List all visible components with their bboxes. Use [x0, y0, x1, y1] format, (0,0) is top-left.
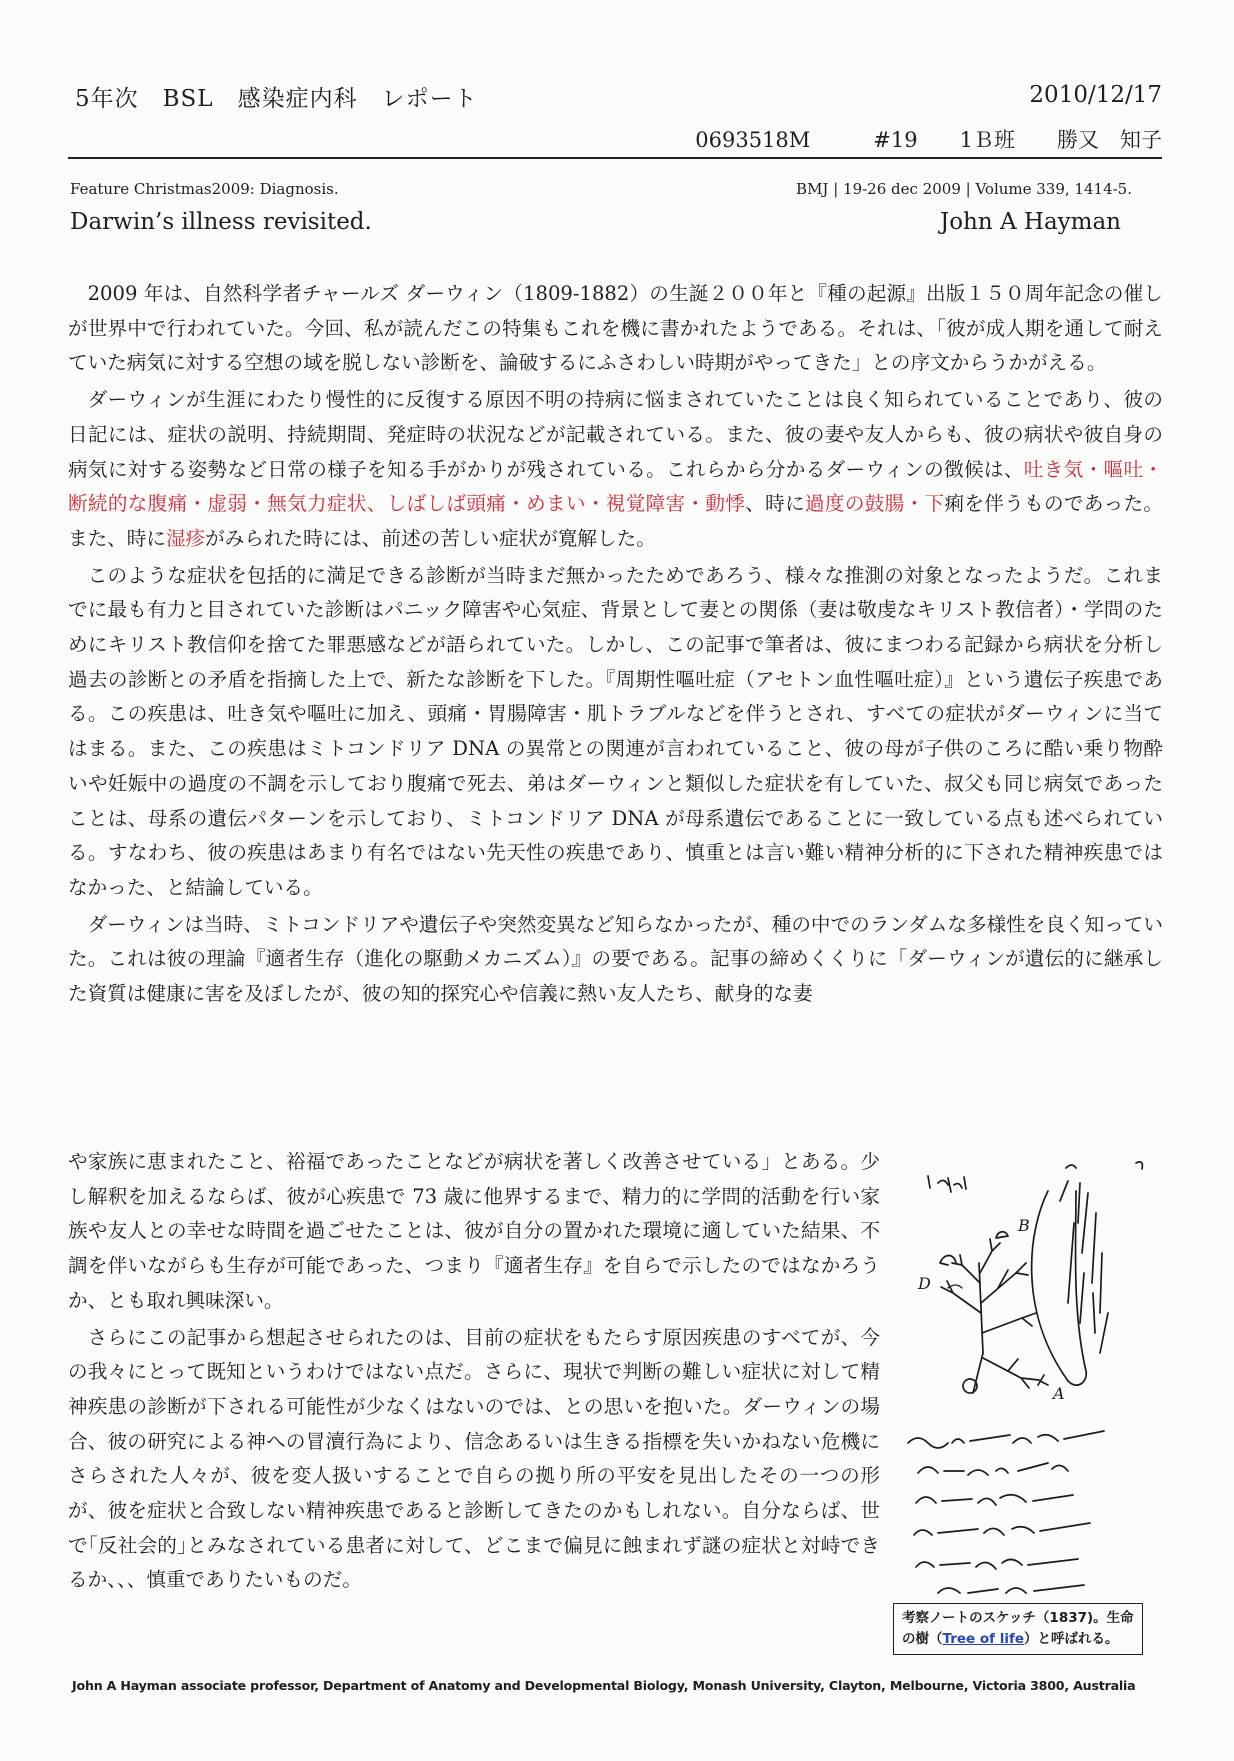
svg-text:A: A [1053, 1384, 1065, 1403]
paragraph-2-text-d: がみられた時には、前述の苦しい症状が寛解した。 [205, 526, 656, 550]
report-body-wrapped [68, 1145, 880, 1600]
tree-of-life-link[interactable]: Tree of life [942, 1631, 1025, 1647]
paragraph-4: ダーウィンは当時、ミトコンドリアや遺伝子や突然変異など知らなかったが、種の中でのランダムな多様性を良く知っていた。これは彼の理論『適者生存（進化の駆動メカニズム）』の要である。記事の締めくくりに「ダーウィンが遺伝的に継承した資質は健康に害を及ぼしたが、彼の知的探究心や信義に熱い友人たち、献身的な妻 [68, 912, 1163, 1006]
student-id: 0693518M [695, 128, 811, 152]
student-group: 1Ｂ班 [959, 128, 1015, 152]
bloating-highlight: 過度の鼓腸・下 [805, 492, 945, 516]
paragraph-1: 2009 年は、自然科学者チャールズ ダーウィン（1809-1882）の生誕２００年と『種の起源』出版１５０周年記念の催しが世界中で行われていた。今回、私が読んだこの特集もこれを機に書かれたようである。それは、「彼が成人期を通して耐えていた病気に対する空想の域を脱しない診断を、論破するにふさわしい時期がやってきた」との序文からうかがえる。 [68, 282, 1163, 375]
caption-text-end: ）と呼ばれる。 [1024, 1631, 1119, 1647]
author-affiliation: John A Hayman associate professor, Department of Anatomy and Developmental Biology, Monash University, Clayton, Melbourne, Victoria 3800, Australia [72, 1678, 1136, 1693]
paragraph-2 [68, 383, 1163, 557]
student-number: #19 [873, 128, 918, 152]
report-body [68, 277, 1163, 1014]
paragraph-2-text-c: 痢を伴うものであった。また、時に [68, 492, 1164, 550]
journal-citation: BMJ | 19-26 dec 2009 | Volume 339, 1414-5. [796, 180, 1132, 198]
report-title: 5年次 BSL 感染症内科 レポート [75, 86, 478, 112]
paragraph-3: このような症状を包括的に満足できる診断が当時まだ無かったためであろう、様々な推測の対象となったようだ。これまでに最も有力と目されていた診断はパニック障害や心気症、背景として妻との関係（妻は敬虔なキリスト教信者）・学問のためにキリスト教信仰を捨てた罪悪感などが語られていた。しかし、この記事で筆者は、彼にまつわる記録から病状を分析し過去の診断との矛盾を指摘した上で、新たな診断を下した。『周期性嘔吐症（アセトン血性嘔吐症）』という遺伝子疾患である。この疾患は、吐き気や嘔吐に加え、頭痛・胃腸障害・肌トラブルなどを伴うとされ、すべての症状がダーウィンに当てはまる。また、この疾患はミトコンドリア DNA の異常との関連が言われていること、彼の母が子供のころに酷い乗り物酔いや妊娠中の過度の不調を示しており腹痛で死去、弟はダーウィンと類似した症状を有していた、叔父も同じ病気であったことは、母系の遺伝パターンを示しており、ミトコンドリア DNA が母系遺伝であることに一致している点も述べられている。すなわち、彼の疾患はあまり有名ではない先天性の疾患であり、慎重とは言い難い精神分析的に下された精神疾患ではなかった、と結論している。 [68, 563, 1163, 899]
header-divider [68, 157, 1162, 159]
report-date: 2010/12/17 [1029, 82, 1162, 108]
paragraph-2-text: ダーウィンが生涯にわたり慢性的に反復する原因不明の持病に悩まされていたことは良く知られていることであり、彼の日記には、症状の説明、持続期間、発症時の状況などが記載されている。また、彼の妻や友人からも、彼の病状や彼自身の病気に対する姿勢など日常の様子を知る手がかりが残されている。これらから分かるダーウィンの徴候は、 [68, 388, 1163, 481]
paragraph-2-text-b: 、時に [745, 492, 805, 516]
feature-label: Feature Christmas2009: Diagnosis. [70, 180, 339, 198]
paragraph-4-cont: や家族に恵まれたこと、裕福であったことなどが病状を著しく改善させている」とある。少し解釈を加えるならば、彼が心疾患で 73 歳に他界するまで、精力的に学問的活動を行い家族や友人との幸せな時間を過ごせたことは、彼が自分の置かれた環境に適していた結果、不調を伴いながらも生存が可能であった、つまり『適者生存』を自らで示したのではなかろうか、とも取れ興味深い。 [68, 1150, 880, 1312]
symptoms-highlight: 吐き気・嘔吐・断続的な腹痛・虚弱・無気力症状、しばしば頭痛・めまい・視覚障害・動悸 [68, 457, 1163, 516]
article-author: John A Hayman [939, 209, 1121, 235]
article-title: Darwin’s illness revisited. [70, 209, 372, 235]
svg-text:D: D [918, 1274, 931, 1293]
caption-text: 考察ノートのスケッチ（1837)。生命の樹（ [902, 1610, 1134, 1647]
paragraph-5: さらにこの記事から想起させられたのは、目前の症状をもたらす原因疾患のすべてが、今の我々にとって既知というわけではない点だ。さらに、現状で判断の難しい症状に対して精神疾患の診断が下される可能性が少なくはないのでは、との思いを抱いた。ダーウィンの場合、彼の研究による神への冒瀆行為により、信念あるいは生きる指標を失いかねない危機にさらされた人々が、彼を変人扱いすることで自らの拠り所の平安を見出したその一つの形が、彼を症状と合致しない精神疾患であると診断してきたのかもしれない。自分ならば、世で｢反社会的｣とみなされている患者に対して、どこまで偏見に蝕まれず謎の症状と対峙できるか、、、慎重でありたいものだ。 [68, 1325, 880, 1592]
tree-of-life-sketch-icon [888, 1153, 1168, 1601]
figure-caption [893, 1603, 1143, 1655]
eczema-highlight: 湿疹 [165, 526, 206, 550]
svg-text:B: B [1018, 1216, 1030, 1235]
student-name: 勝又 知子 [1057, 128, 1162, 152]
student-info [695, 124, 1162, 154]
